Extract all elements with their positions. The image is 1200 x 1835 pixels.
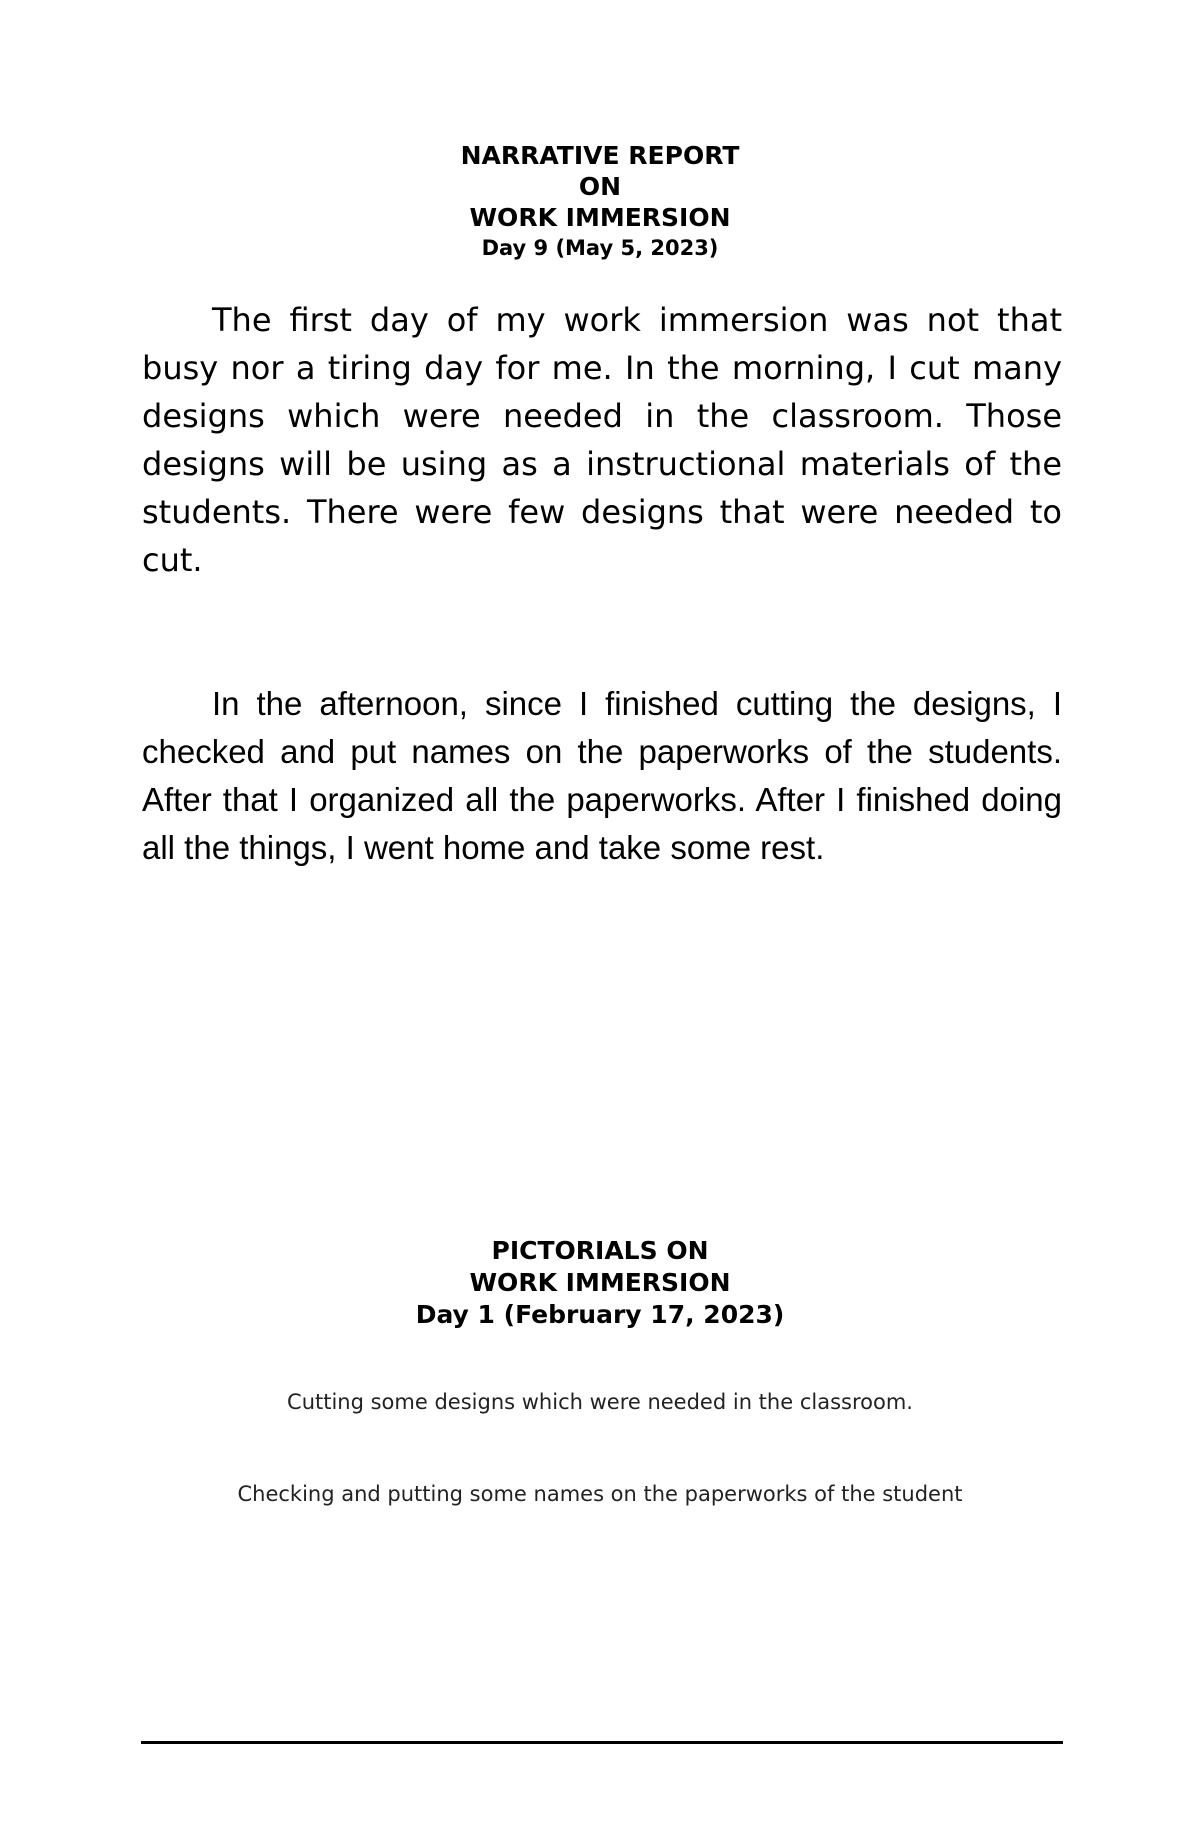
narrative-report-subtitle: WORK IMMERSION xyxy=(469,203,731,232)
narrative-report-date: Day 9 (May 5, 2023) xyxy=(481,236,719,260)
pictorials-subtitle: WORK IMMERSION xyxy=(469,1268,731,1297)
footer-divider xyxy=(141,1741,1063,1744)
narrative-report-header xyxy=(0,140,1200,263)
narrative-report-title: NARRATIVE REPORT xyxy=(460,141,740,170)
pictorials-date: Day 1 (February 17, 2023) xyxy=(415,1300,785,1329)
narrative-paragraph-morning: The first day of my work immersion was not that busy nor a tiring day for me. In the morning, I cut many designs which were needed in the classroom. Those designs will be using as a instructional materials of the students. There were few designs that were needed to cut. xyxy=(142,301,1062,579)
pictorials-header xyxy=(0,1235,1200,1331)
narrative-report-title-on: ON xyxy=(578,172,622,201)
pictorial-caption-checking: Checking and putting some names on the paperworks of the student xyxy=(237,1482,963,1506)
pictorial-caption-cutting: Cutting some designs which were needed in the classroom. xyxy=(287,1390,913,1414)
narrative-paragraph-afternoon: In the afternoon, since I finished cutting the designs, I checked and put names on the paperworks of the students. After that I organized all the paperworks. After I finished doing all the things, I went home and take some rest. xyxy=(142,685,1062,866)
pictorials-title: PICTORIALS ON xyxy=(491,1236,709,1265)
